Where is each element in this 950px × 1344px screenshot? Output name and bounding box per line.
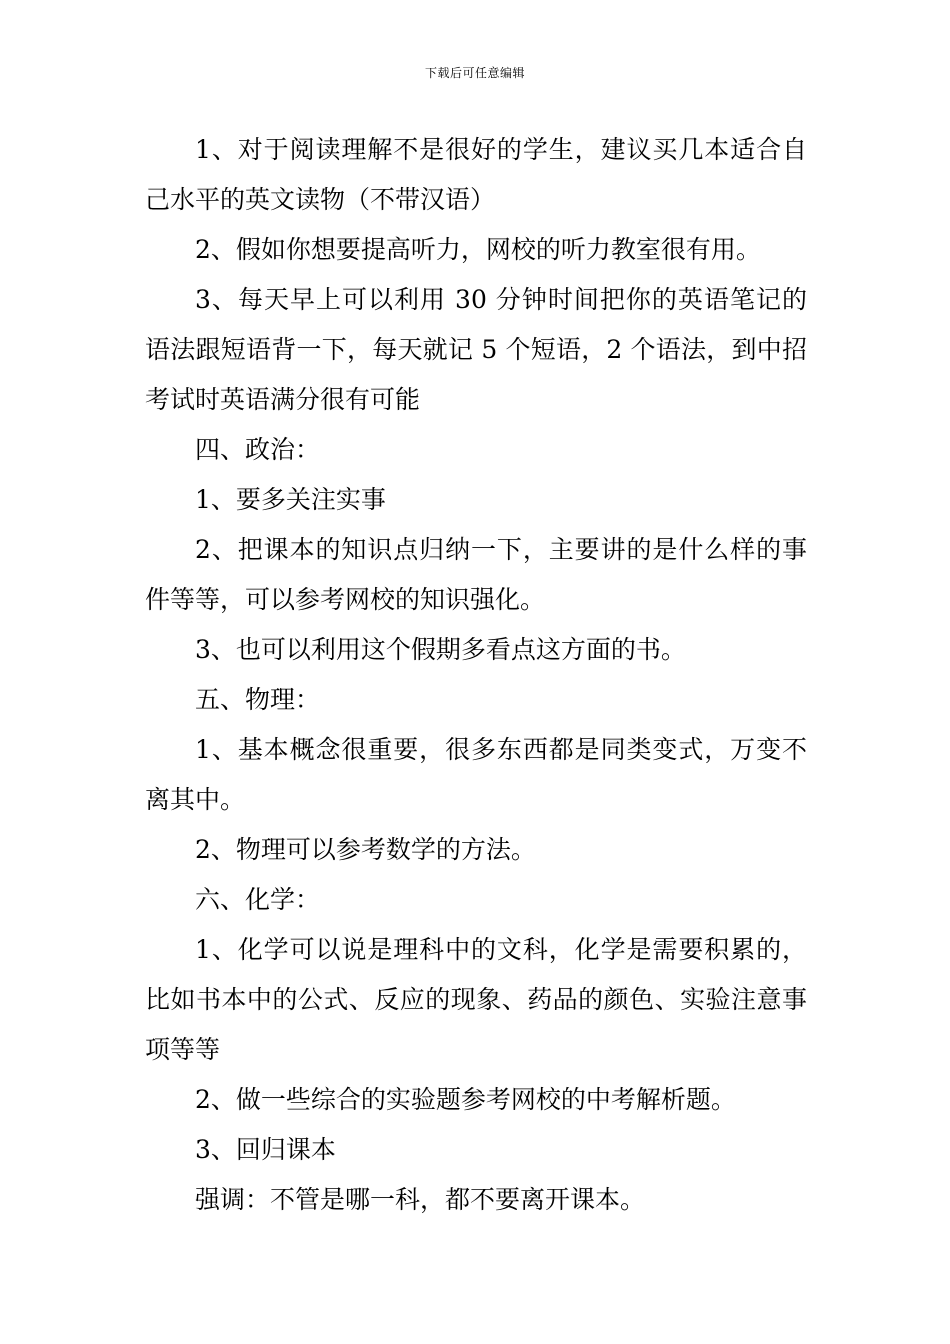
paragraph-politics-tip-2: 2、把课本的知识点归纳一下，主要讲的是什么样的事件等等，可以参考网校的知识强化。 [145,535,807,614]
paragraph-chemistry-tip-3: 3、回归课本 [195,1135,336,1164]
paragraph-physics-tip-1: 1、基本概念很重要，很多东西都是同类变式，万变不离其中。 [145,735,807,814]
paragraph-emphasis: 强调：不管是哪一科，都不要离开课本。 [195,1185,646,1214]
paragraph-politics-tip-3: 3、也可以利用这个假期多看点这方面的书。 [195,635,686,664]
paragraph-politics-tip-1: 1、要多关注实事 [195,485,386,514]
paragraph-english-tip-2: 2、假如你想要提高听力，网校的听力教室很有用。 [195,235,761,264]
paragraph-chemistry-tip-2: 2、做一些综合的实验题参考网校的中考解析题。 [195,1085,736,1114]
paragraph-chemistry-tip-1: 1、化学可以说是理科中的文科，化学是需要积累的，比如书本中的公式、反应的现象、药品的颜色、实验注意事项等等 [145,935,807,1064]
section-heading-politics: 四、政治： [195,435,321,464]
section-heading-chemistry: 六、化学： [195,885,321,914]
page-header: 下载后可任意编辑 [424,66,525,80]
document-body [145,125,807,1225]
paragraph-physics-tip-2: 2、物理可以参考数学的方法。 [195,835,536,864]
paragraph-english-tip-3: 3、每天早上可以利用 30 分钟时间把你的英语笔记的语法跟短语背一下，每天就记 5 个短语，2 个语法，到中招考试时英语满分很有可能 [145,285,807,414]
section-heading-physics: 五、物理： [195,685,321,714]
paragraph-english-tip-1: 1、对于阅读理解不是很好的学生，建议买几本适合自己水平的英文读物（不带汉语） [145,135,807,214]
